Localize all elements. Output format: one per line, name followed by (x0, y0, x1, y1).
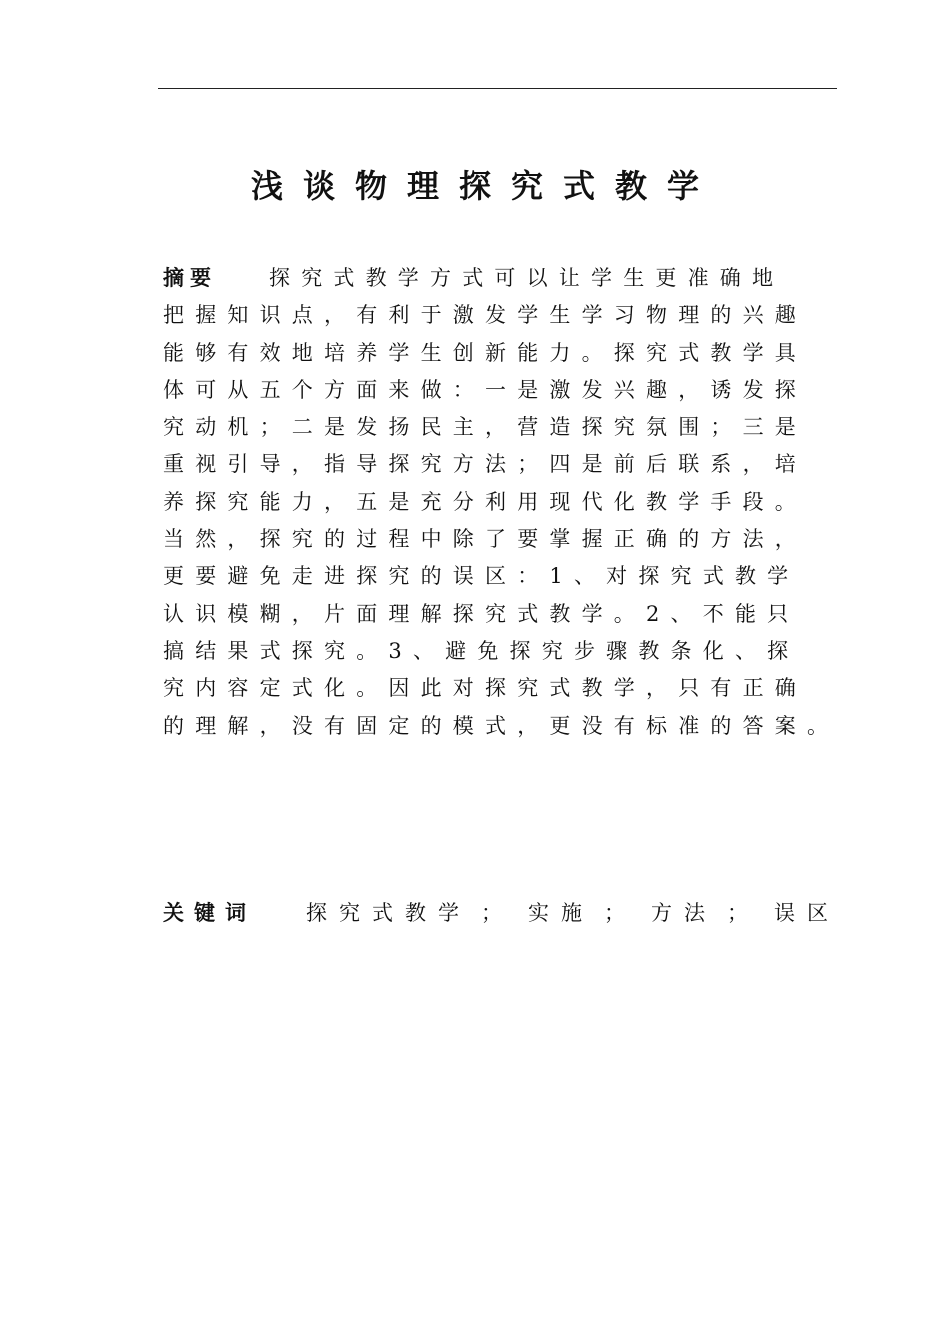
header-rule (158, 88, 837, 89)
abstract-line: 能够有效地培养学生创新能力。探究式教学具 (163, 340, 807, 365)
abstract-line: 当然，探究的过程中除了要掌握正确的方法， (163, 527, 807, 552)
abstract-line: 究动机；二是发扬民主，营造探究氛围；三是 (163, 415, 807, 440)
abstract-line (163, 260, 863, 297)
keywords-label: 关键词 (163, 901, 256, 925)
keyword-item: 实施 (528, 901, 594, 925)
abstract-line: 把握知识点，有利于激发学生学习物理的兴趣 (163, 303, 807, 328)
abstract-paragraph (163, 260, 863, 745)
keyword-separator: ； (604, 901, 625, 925)
keyword-item: 方法 (651, 901, 717, 925)
document-title: 浅谈物理探究式教学 (250, 167, 719, 205)
abstract-line: 体可从五个方面来做：一是激发兴趣，诱发探 (163, 377, 807, 402)
keyword-separator: ； (727, 901, 748, 925)
abstract-label: 摘要 (163, 266, 217, 290)
abstract-line: 重视引导，指导探究方法；四是前后联系，培 (163, 452, 807, 477)
abstract-line: 更要避免走进探究的误区：1、对探究式教学 (163, 564, 800, 589)
abstract-line: 搞结果式探究。3、避免探究步骤教条化、探 (163, 638, 800, 663)
keyword-separator: ； (481, 901, 502, 925)
abstract-line: 养探究能力，五是充分利用现代化教学手段。 (163, 489, 807, 514)
abstract-line-text: 探究式教学方式可以让学生更准确地 (269, 266, 785, 290)
keywords-line (163, 896, 863, 930)
keyword-item: 误区 (774, 901, 840, 925)
keyword-item: 探究式教学 (306, 901, 471, 925)
abstract-line: 的理解，没有固定的模式，更没有标准的答案。 (163, 713, 840, 738)
abstract-line: 认识模糊，片面理解探究式教学。2、不能只 (163, 601, 800, 626)
abstract-line: 究内容定式化。因此对探究式教学，只有正确 (163, 676, 807, 701)
